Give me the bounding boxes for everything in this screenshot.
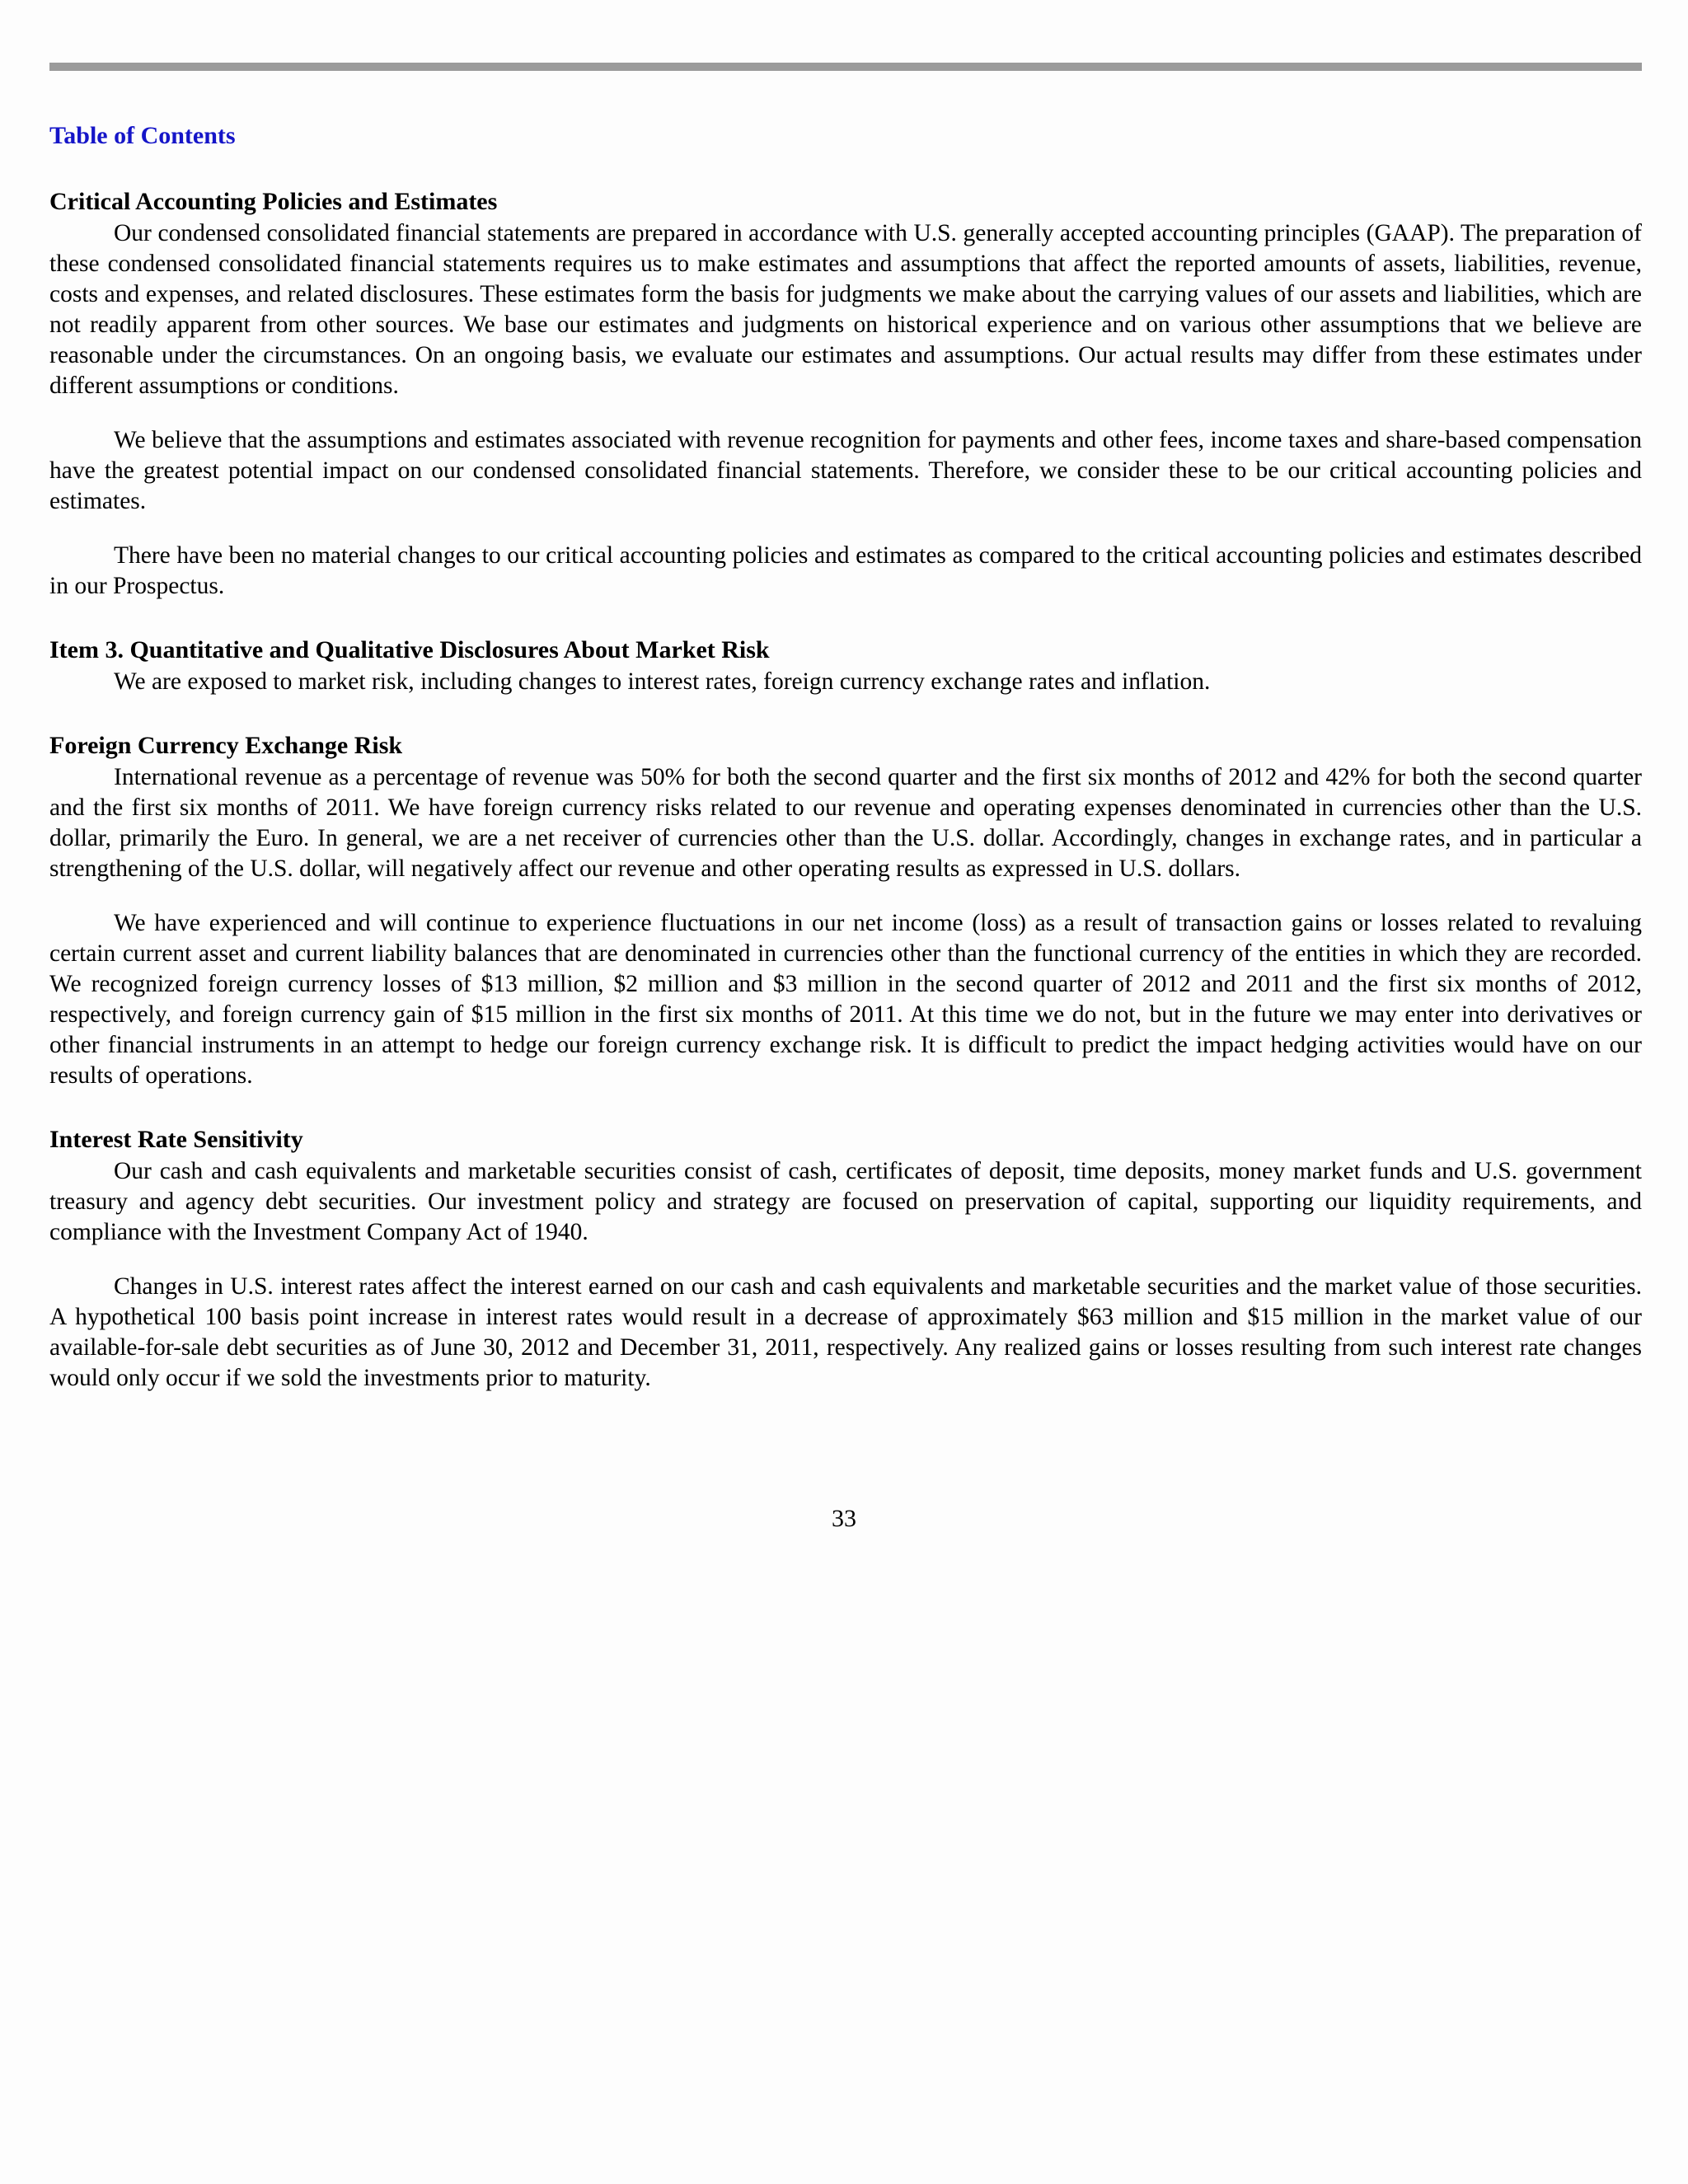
critical-paragraph-3: There have been no material changes to our critical accounting policies and estimates as compared to the critical accounting policies and estimates described in our Prospectus. <box>49 542 1642 599</box>
heading-interest-rate: Interest Rate Sensitivity <box>49 1126 303 1153</box>
document-content <box>49 120 1642 1394</box>
top-rule <box>49 63 1642 71</box>
heading-critical-accounting: Critical Accounting Policies and Estimates <box>49 188 498 215</box>
heading-item-3: Item 3. Quantitative and Qualitative Disclosures About Market Risk <box>49 636 770 663</box>
critical-paragraph-1: Our condensed consolidated financial statements are prepared in accordance with U.S. generally accepted accounting principles (GAAP). The preparation of these condensed consolidated financial statements requires us to make estimates and assumptions that affect the reported amounts of assets, liabilities, revenue, costs and expenses, and related disclosures. These estimates form the basis for judgments we make about the carrying values of our assets and liabilities, which are not readily apparent from other sources. We base our estimates and judgments on historical experience and on various other assumptions that we believe are reasonable under the circumstances. On an ongoing basis, we evaluate our estimates and assumptions. Our actual results may differ from these estimates under different assumptions or conditions. <box>49 220 1642 399</box>
interest-paragraph-2: Changes in U.S. interest rates affect the interest earned on our cash and cash equivalents and marketable securities and the market value of those securities. A hypothetical 100 basis point increase in interest rates would result in a decrease of approximately $63 million and $15 million in the market value of our available-for-sale debt securities as of June 30, 2012 and December 31, 2011, respectively. Any realized gains or losses resulting from such interest rate changes would only occur if we sold the investments prior to maturity. <box>49 1273 1642 1391</box>
fx-paragraph-2: We have experienced and will continue to experience fluctuations in our net income (loss) as a result of transaction gains or losses related to revaluing certain current asset and current liability balances that are denominated in currencies other than the functional currency of the entities in which they are recorded. We recognized foreign currency losses of $13 million, $2 million and $3 million in the second quarter of 2012 and 2011 and the first six months of 2012, respectively, and foreign currency gain of $15 million in the first six months of 2011. At this time we do not, but in the future we may enter into derivatives or other financial instruments in an attempt to hedge our foreign currency exchange risk. It is difficult to predict the impact hedging activities would have on our results of operations. <box>49 910 1642 1089</box>
interest-paragraph-1: Our cash and cash equivalents and marketable securities consist of cash, certificates of deposit, time deposits, money market funds and U.S. government treasury and agency debt securities. Our investment policy and strategy are focused on preservation of capital, supporting our liquidity requirements, and compliance with the Investment Company Act of 1940. <box>49 1158 1642 1245</box>
item3-paragraph-1: We are exposed to market risk, including changes to interest rates, foreign currency exchange rates and inflation. <box>114 668 1211 695</box>
table-of-contents-link[interactable]: Table of Contents <box>49 122 236 149</box>
critical-paragraph-2: We believe that the assumptions and estimates associated with revenue recognition for payments and other fees, income taxes and share-based compensation have the greatest potential impact on our condensed consolidated financial statements. Therefore, we consider these to be our critical accounting policies and estimates. <box>49 427 1642 514</box>
heading-foreign-currency: Foreign Currency Exchange Risk <box>49 732 403 759</box>
page-number: 33 <box>832 1505 856 1532</box>
fx-paragraph-1: International revenue as a percentage of revenue was 50% for both the second quarter and the first six months of 2012 and 42% for both the second quarter and the first six months of 2011. We have foreign currency risks related to our revenue and operating expenses denominated in currencies other than the U.S. dollar, primarily the Euro. In general, we are a net receiver of currencies other than the U.S. dollar. Accordingly, changes in exchange rates, and in particular a strengthening of the U.S. dollar, will negatively affect our revenue and other operating results as expressed in U.S. dollars. <box>49 764 1642 882</box>
